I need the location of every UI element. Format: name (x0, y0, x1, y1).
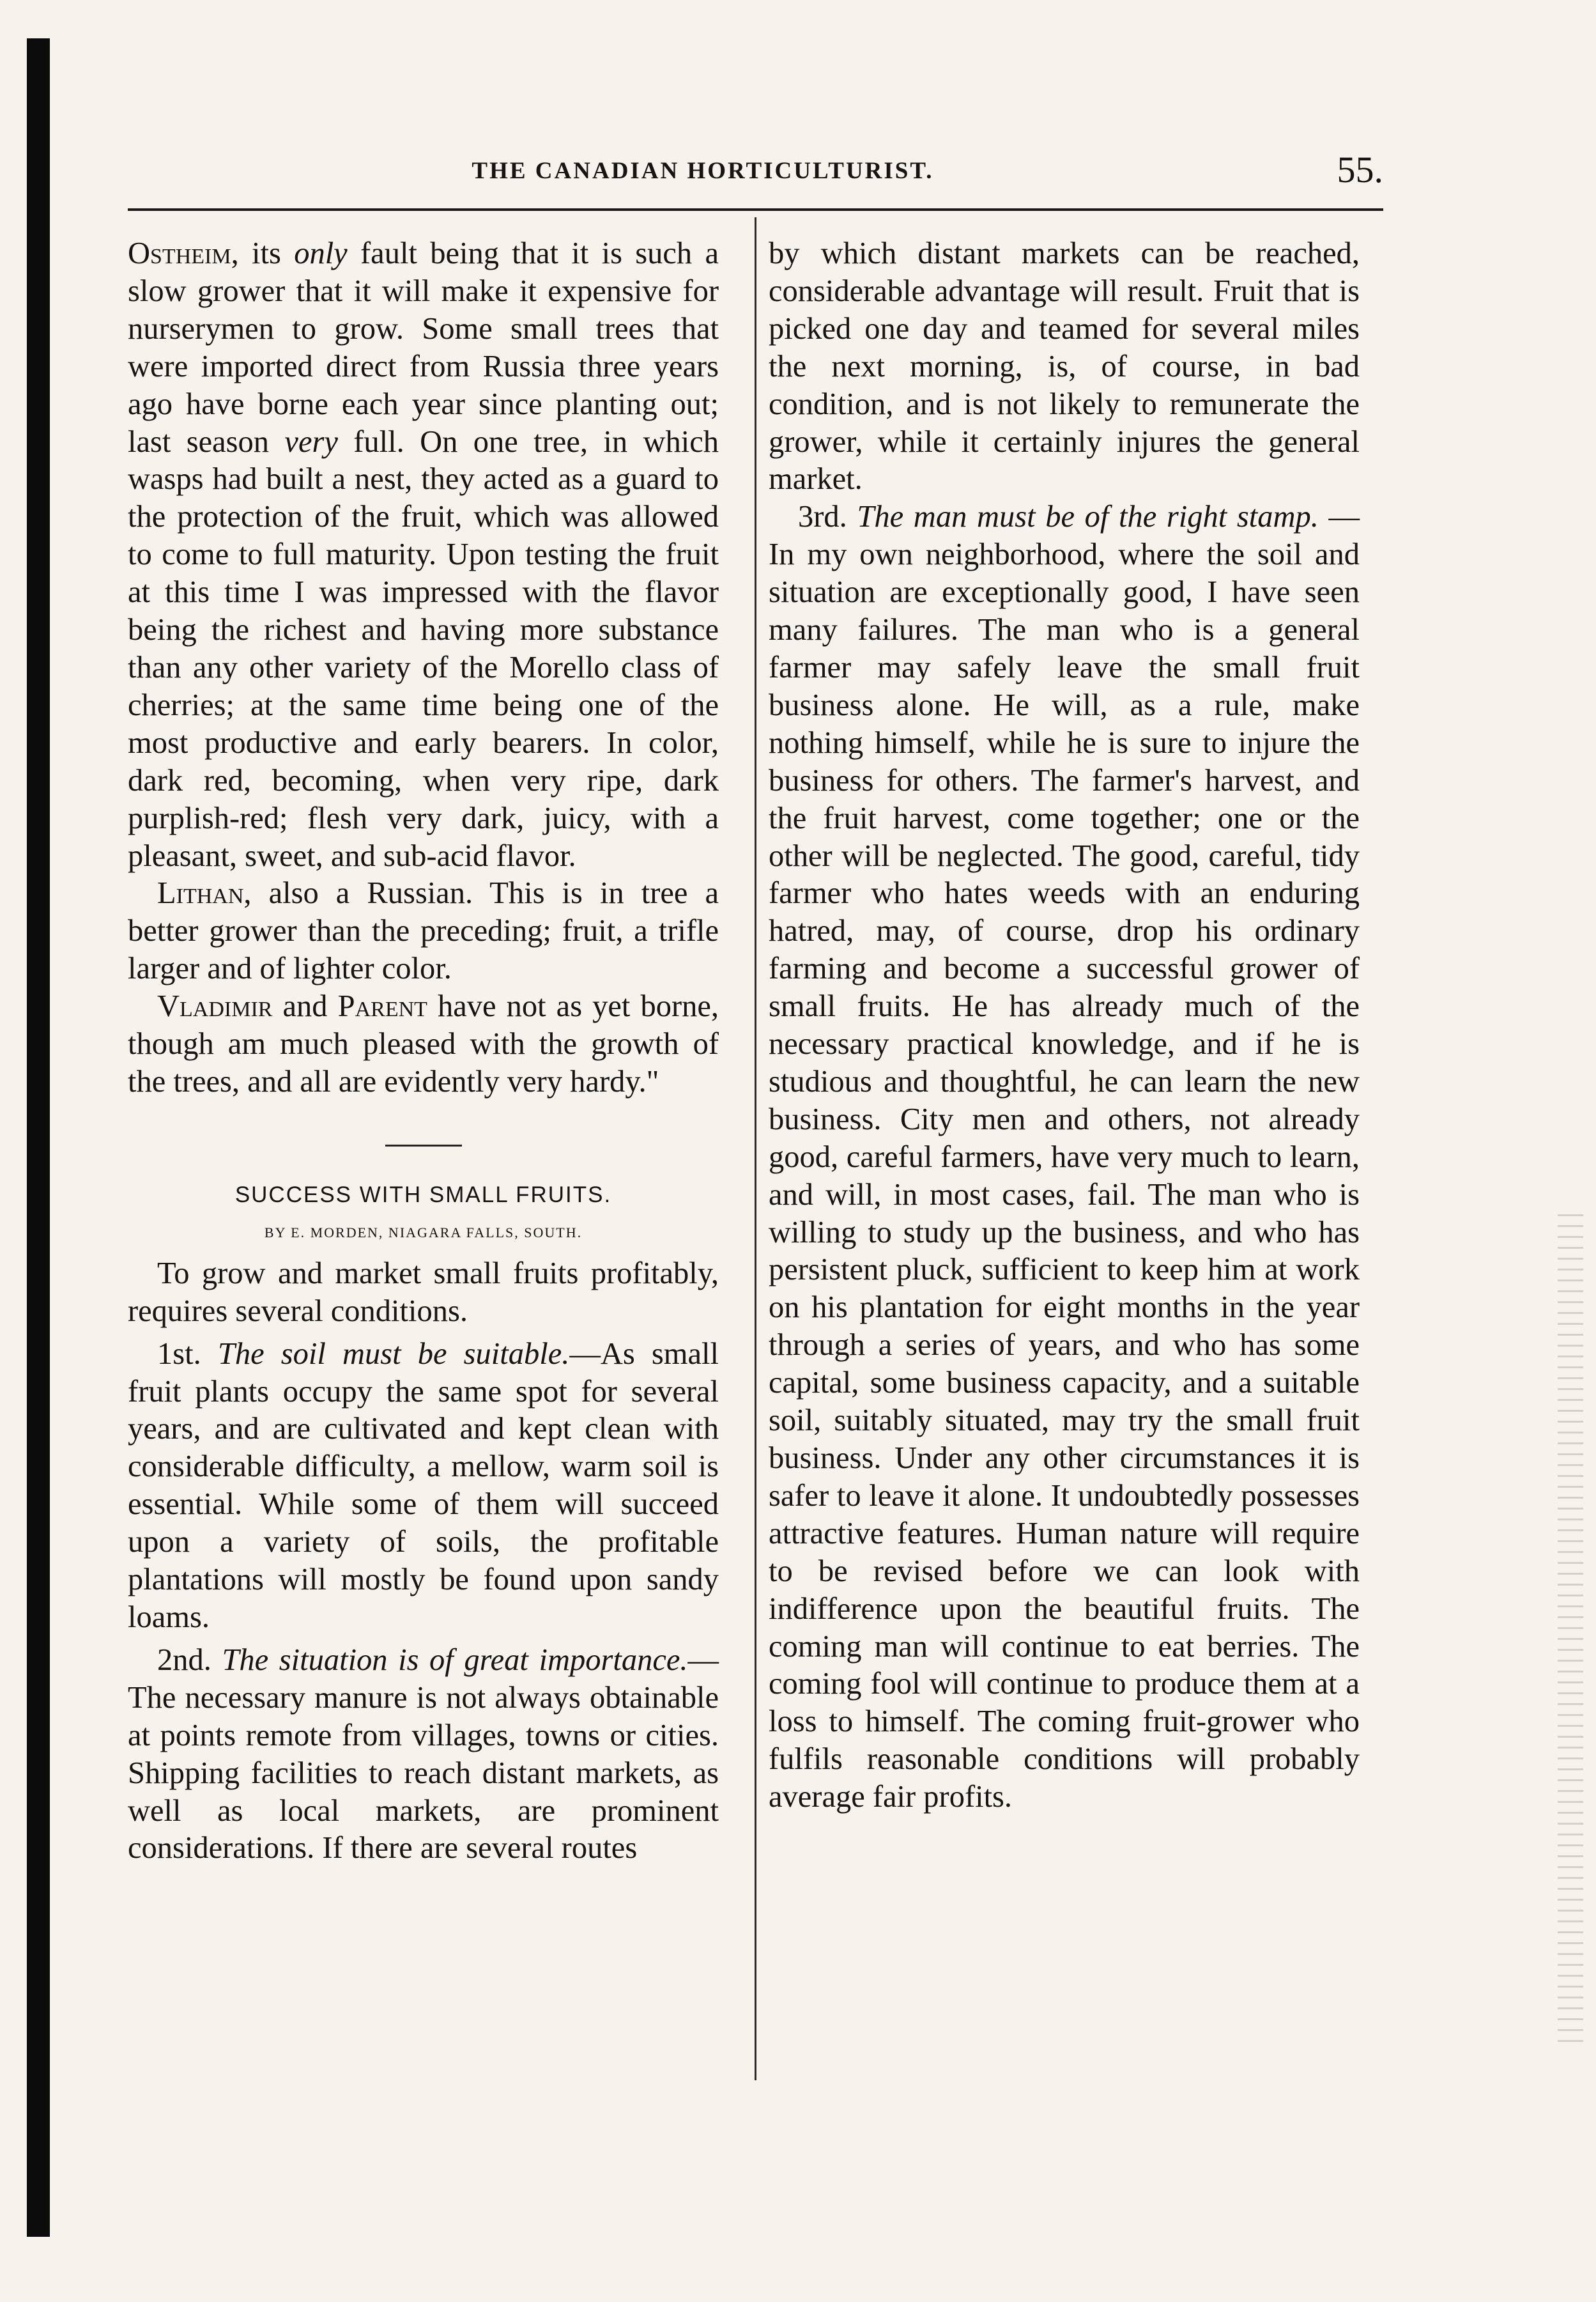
scan-noise (1558, 1214, 1583, 2045)
page-number: 55. (1337, 149, 1383, 190)
left-column (128, 235, 719, 1867)
byline: BY E. MORDEN, NIAGARA FALLS, SOUTH. (264, 1224, 583, 1240)
right-column (769, 235, 1360, 1816)
variety-name: Vladimir (157, 989, 273, 1024)
variety-name: Ostheim, (128, 236, 239, 270)
article-separator (385, 1145, 462, 1147)
article-title: SUCCESS WITH SMALL FRUITS. (234, 1182, 612, 1207)
column-divider (755, 217, 756, 2080)
lithan-paragraph: Lithan, also a Russian. This is in tree a better grower than the preceding; fruit, a trifle larger and of lighter color. (128, 876, 719, 986)
running-header (128, 149, 1383, 196)
right-stamp-paragraph: 3rd. The man must be of the right stamp. — In my own neighborhood, where the soil and situation are exceptionally good, I have seen many failures. The man who is a general farmer may safely leave the small fruit business alone. He will, as a rule, make nothing himself, while he is sure to injure the business for others. The farmer's harvest, and the fruit harvest, come together; one or the other will be neglected. The good, careful, tidy farmer who hates weeds with an enduring hatred, may, of course, drop his ordinary farming and become a successful grower of small fruits. He has already much of the necessary practical knowledge, and if he is studious and thoughtful, he can learn the new business. City men and others, not already good, careful farmers, have very much to learn, and will, in most cases, fail. The man who is willing to study up the business, and who has persistent pluck, sufficient to keep him at work on his plantation for eight months in the year through a series of years, and who has some capital, some business capacity, and a suitable soil, suitably situated, may try the small fruit business. Under any other circumstances it is safer to leave it alone. It undoubtedly possesses attractive features. Human nature will require to be revised before we can look with indifference upon the beautiful fruits. The coming man will continue to eat berries. The coming fool will continue to produce them at a loss to himself. The coming fruit-grower who fulfils reasonable conditions will probably average fair profits. (769, 500, 1360, 1814)
ostheim-paragraph: Ostheim, its only fault being that it is such a slow grower that it will make it expensive for nurserymen to grow. Some small trees that were imported direct from Russia three years ago have borne each year since planting out; last season very full. On one tree, in which wasps had built a nest, they acted as a guard to the protection of the fruit, which was allowed to come to full maturity. Upon testing the fruit at this time I was impressed with the flavor being the richest and having more substance than any other variety of the Morello class of cherries; at the same time being one of the most productive and early bearers. In color, dark red, becoming, when very ripe, dark purplish-red; flesh very dark, juicy, with a pleasant, sweet, and sub-acid flavor. (128, 236, 719, 873)
markets-paragraph: by which distant markets can be reached, considerable advantage will result. Fruit that is picked one day and teamed for several miles the next morning, is, of course, in bad condition, and is not likely to remunerate the grower, while it certainly injures the general market. (769, 236, 1360, 497)
soil-paragraph: 1st. The soil must be suitable.—As small fruit plants occupy the same spot for several years, and are cultivated and kept clean with considerable difficulty, a mellow, warm soil is essential. While some of them will succeed upon a variety of soils, the profitable plantations will mostly be found upon sandy loams. (128, 1336, 719, 1634)
intro-paragraph: To grow and market small fruits profitably, requires several conditions. (128, 1256, 719, 1328)
variety-name: Parent (337, 989, 427, 1024)
variety-name: Lithan, (157, 876, 252, 911)
vladimir-paragraph: Vladimir and Parent have not as yet borne, though am much pleased with the growth of the trees, and all are evidently very hardy." (128, 989, 719, 1099)
binding-edge (27, 38, 50, 2237)
header-rule (128, 208, 1383, 211)
situation-paragraph: 2nd. The situation is of great importance.—The necessary manure is not always obtainable at points remote from villages, towns or cities. Shipping facilities to reach distant markets, as well as local markets, are prominent considerations. If there are several routes (128, 1642, 719, 1866)
journal-title: THE CANADIAN HORTICULTURIST. (472, 158, 934, 184)
